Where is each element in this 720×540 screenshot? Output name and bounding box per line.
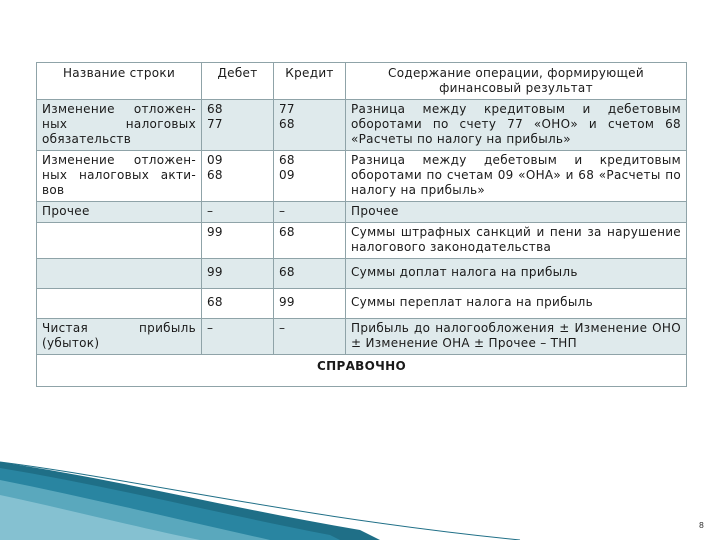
tax-table: [36, 62, 687, 387]
row-credit: 99: [274, 289, 346, 319]
header-content: Содержание операции, формирующей финансовый результат: [346, 63, 687, 100]
page-number: 8: [698, 521, 704, 530]
row-debit: 99: [202, 259, 274, 289]
row-debit: –: [202, 202, 274, 223]
row-debit: 09 68: [202, 151, 274, 202]
row-debit: 68 77: [202, 100, 274, 151]
row-debit: 68: [202, 289, 274, 319]
header-credit: Кредит: [274, 63, 346, 100]
header-row-name: Название строки: [37, 63, 202, 100]
table-row: [37, 259, 687, 289]
row-content: Суммы доплат налога на прибыль: [346, 259, 687, 289]
row-credit: 68: [274, 259, 346, 289]
row-credit: –: [274, 202, 346, 223]
table-row: [37, 100, 687, 151]
row-content: Суммы переплат налога на прибыль: [346, 289, 687, 319]
row-debit: 99: [202, 223, 274, 259]
row-credit: 77 68: [274, 100, 346, 151]
table-row: [37, 289, 687, 319]
row-content: Прочее: [346, 202, 687, 223]
row-content: Разница между дебетовым и кредитовым оборотами по счетам 09 «ОНА» и 68 «Расчеты по налогу на прибыль»: [346, 151, 687, 202]
reference-label: СПРАВОЧНО: [37, 355, 687, 387]
row-name: [37, 223, 202, 259]
header-debit: Дебет: [202, 63, 274, 100]
table-row: [37, 319, 687, 355]
row-credit: 68: [274, 223, 346, 259]
table-row: [37, 151, 687, 202]
table-row: [37, 223, 687, 259]
table-row: [37, 202, 687, 223]
decorative-wave: [0, 440, 720, 540]
row-name: [37, 289, 202, 319]
row-name: [37, 259, 202, 289]
row-credit: 68 09: [274, 151, 346, 202]
row-content: Прибыль до налогообложения ± Изменение ОНО ± Изменение ОНА ± Прочее – ТНП: [346, 319, 687, 355]
row-name: Изменение отложен-ных налоговых обязательств: [37, 100, 202, 151]
row-name: Чистая прибыль (убыток): [37, 319, 202, 355]
row-content: Суммы штрафных санкций и пени за нарушение налогового законодательства: [346, 223, 687, 259]
row-name: Изменение отложен-ных налоговых акти-вов: [37, 151, 202, 202]
row-name: Прочее: [37, 202, 202, 223]
row-credit: –: [274, 319, 346, 355]
row-content: Разница между кредитовым и дебетовым оборотами по счету 77 «ОНО» и счетом 68 «Расчеты по налогу на прибыль»: [346, 100, 687, 151]
row-debit: –: [202, 319, 274, 355]
table-header-row: [37, 63, 687, 100]
table-footer-row: [37, 355, 687, 387]
